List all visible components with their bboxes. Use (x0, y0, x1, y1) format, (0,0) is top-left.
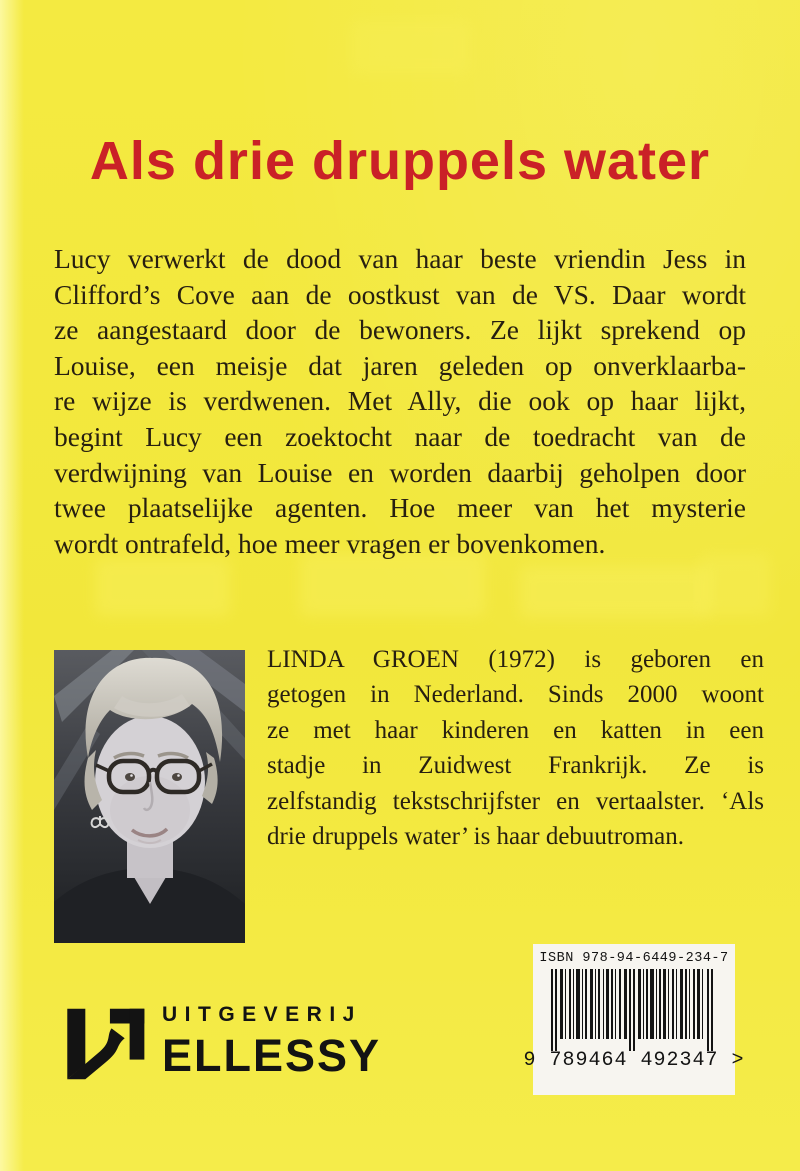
synopsis-line: re wijze is verdwenen. Met Ally, die ook op haar lijkt, (54, 385, 746, 417)
author-portrait-illustration (54, 650, 245, 943)
isbn-digits: 9 789464 492347 > (523, 1049, 745, 1072)
publisher-text (162, 1001, 381, 1082)
bio-line: LINDA GROEN (1972) is geboren en (267, 646, 764, 673)
synopsis-line: begint Lucy een zoektocht naar de toedracht van de (54, 420, 746, 452)
publisher-logo (64, 1001, 381, 1085)
synopsis-line: verdwijning van Louise en worden daarbij geholpen door (54, 456, 746, 488)
synopsis-line: wordt ontrafeld, hoe meer vragen er bovenkomen. (54, 527, 606, 559)
synopsis-line: Louise, een meisje dat jaren geleden op onverklaarba- (54, 349, 746, 381)
isbn-label: ISBN 978-94-6449-234-7 (539, 951, 729, 966)
book-title: Als drie druppels water (89, 131, 711, 191)
publisher-name: ELLESSY (162, 1030, 382, 1081)
background-texture (300, 552, 485, 616)
synopsis-line: Clifford’s Cove aan de oostkust van de VS. Daar wordt (54, 278, 746, 310)
synopsis-line: Lucy verwerkt de dood van haar beste vriendin Jess in (54, 243, 746, 274)
bio-line: getogen in Nederland. Sinds 2000 woont (267, 681, 764, 709)
bio-line: stadje in Zuidwest Frankrijk. Ze is (267, 752, 764, 780)
publisher-imprint: UITGEVERIJ (162, 1003, 362, 1026)
ellessy-logo-icon (64, 1003, 146, 1085)
background-texture (520, 566, 710, 618)
bio-line: zelfstandig tekstschrijfster en vertaalster. ‘Als (267, 787, 764, 815)
background-texture (350, 20, 470, 75)
background-texture (700, 554, 770, 616)
background-texture (95, 558, 230, 616)
author-bio (267, 642, 764, 854)
bio-line: drie druppels water’ is haar debuutroman. (267, 822, 684, 850)
bio-line: ze met haar kinderen en katten in een (267, 716, 764, 744)
synopsis (54, 241, 746, 561)
synopsis-line: twee plaatselijke agenten. Hoe meer van het mysterie (54, 492, 746, 524)
author-photo (54, 650, 245, 943)
isbn-barcode (523, 944, 745, 1095)
barcode-bars (545, 969, 723, 1051)
synopsis-line: ze aangestaard door de bewoners. Ze lijkt sprekend op (54, 314, 746, 346)
